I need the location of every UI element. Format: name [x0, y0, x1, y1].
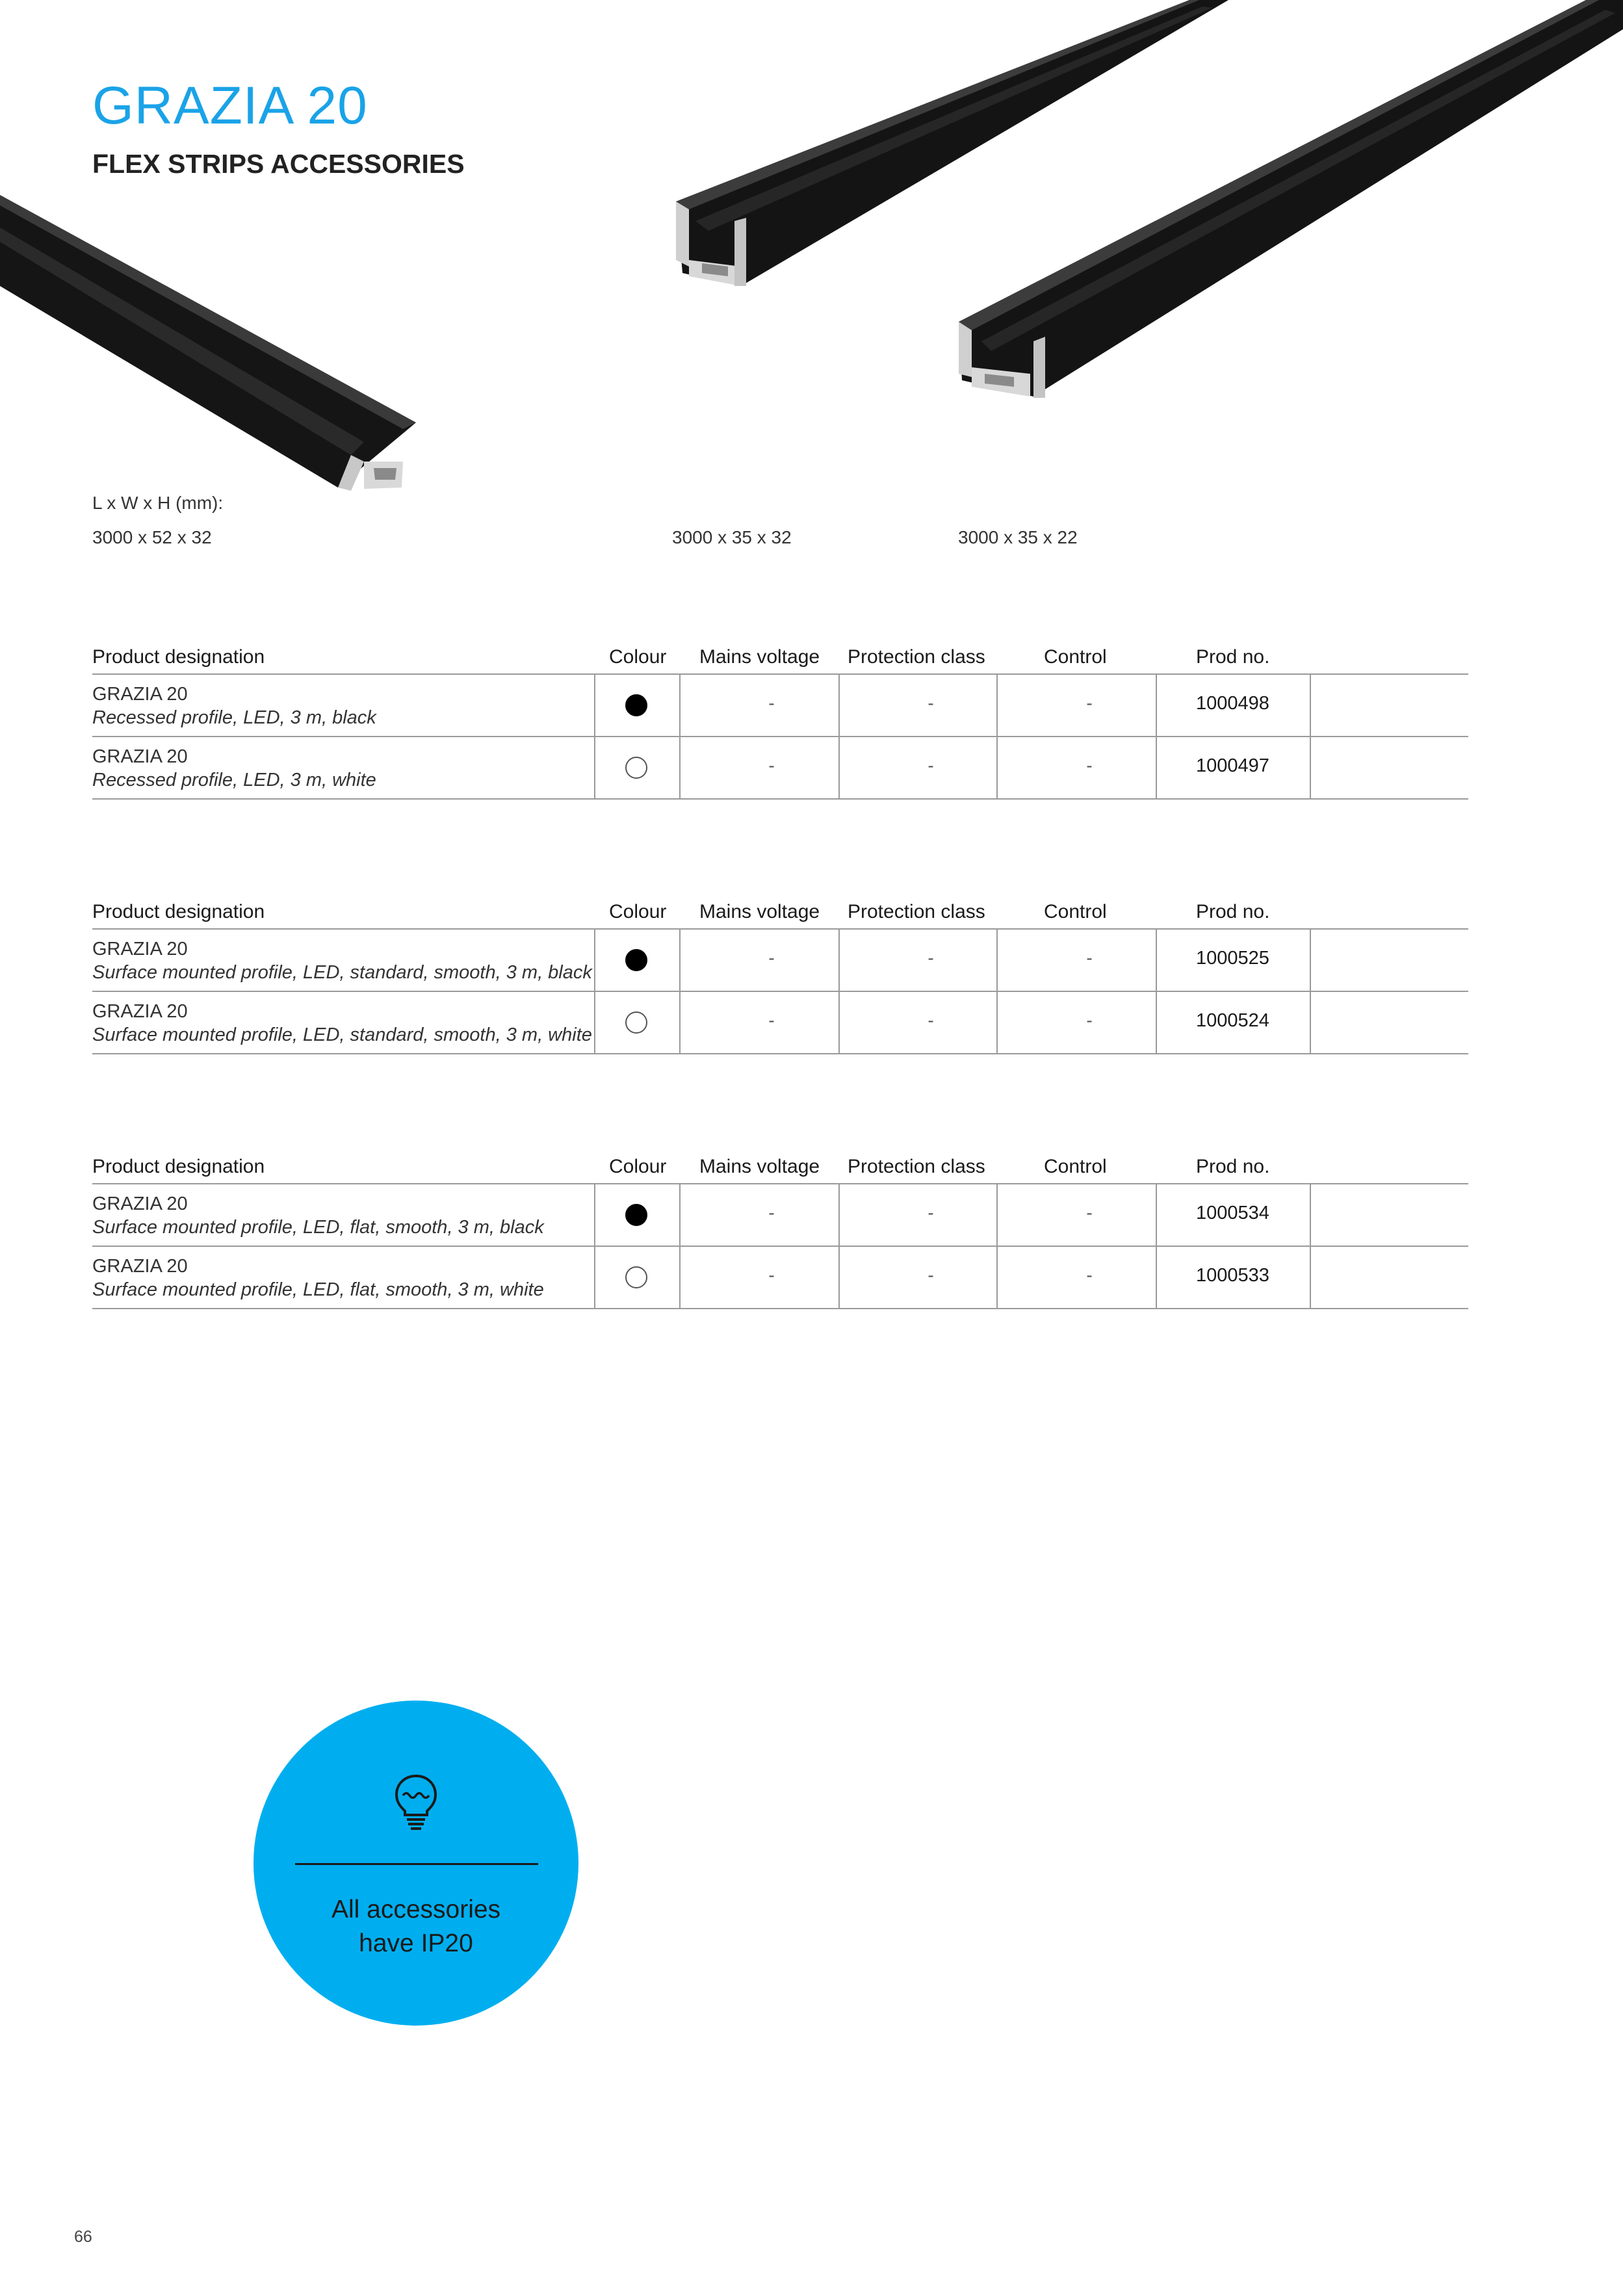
- cell-divider: [594, 1184, 595, 1246]
- ip20-badge: [253, 1701, 578, 2026]
- dimensions-recessed: 3000 x 52 x 32: [92, 527, 212, 547]
- col-control: Control: [1044, 1156, 1107, 1177]
- col-prod-no: Prod no.: [1196, 1156, 1270, 1177]
- table-header: [92, 1125, 1468, 1184]
- col-mains-voltage: Mains voltage: [699, 1156, 820, 1177]
- cell-divider: [1310, 1247, 1311, 1308]
- protection-class-value: -: [928, 1010, 934, 1030]
- mains-voltage-value: -: [768, 1265, 775, 1285]
- product-table-surface-standard: [92, 870, 1468, 1054]
- cell-divider: [1310, 992, 1311, 1053]
- colour-swatch-black: [625, 694, 647, 716]
- mains-voltage-value: -: [768, 693, 775, 713]
- product-name-cell: [92, 683, 376, 729]
- product-name: GRAZIA 20: [92, 1194, 188, 1214]
- cell-divider: [679, 675, 681, 736]
- product-description: Surface mounted profile, LED, standard, smooth, 3 m, black: [92, 962, 592, 983]
- cell-divider: [1310, 1184, 1311, 1246]
- product-table-recessed: [92, 615, 1468, 800]
- product-description: Surface mounted profile, LED, flat, smooth, 3 m, black: [92, 1217, 544, 1238]
- cell-divider: [1156, 737, 1157, 798]
- col-colour: Colour: [609, 901, 667, 922]
- page-subtitle: FLEX STRIPS ACCESSORIES: [92, 149, 465, 179]
- cell-divider: [1310, 675, 1311, 736]
- cell-divider: [838, 1184, 840, 1246]
- cell-divider: [996, 675, 998, 736]
- col-prod-no: Prod no.: [1196, 646, 1270, 668]
- col-control: Control: [1044, 901, 1107, 922]
- cell-divider: [996, 737, 998, 798]
- table-header: [92, 615, 1468, 675]
- cell-divider: [1156, 930, 1157, 991]
- colour-swatch-white: [625, 757, 647, 779]
- control-value: -: [1086, 1010, 1093, 1030]
- prod-no-value: 1000524: [1196, 1010, 1269, 1031]
- page-number: 66: [74, 2228, 92, 2246]
- product-name: GRAZIA 20: [92, 939, 188, 959]
- cell-divider: [1310, 930, 1311, 991]
- cell-divider: [594, 737, 595, 798]
- product-name-cell: [92, 1000, 592, 1047]
- badge-line-1: All accessories: [331, 1896, 501, 1924]
- cell-divider: [838, 930, 840, 991]
- prod-no-value: 1000533: [1196, 1265, 1269, 1286]
- prod-no-value: 1000498: [1196, 693, 1269, 714]
- colour-swatch-black: [625, 949, 647, 971]
- table-row: [92, 737, 1468, 800]
- cell-divider: [1156, 1247, 1157, 1308]
- product-description: Recessed profile, LED, 3 m, black: [92, 707, 376, 728]
- protection-class-value: -: [928, 948, 934, 968]
- cell-divider: [1310, 737, 1311, 798]
- mains-voltage-value: -: [768, 1203, 775, 1223]
- surface-flat-profile-image: [955, 0, 1623, 403]
- col-control: Control: [1044, 646, 1107, 668]
- control-value: -: [1086, 1265, 1093, 1285]
- cell-divider: [996, 992, 998, 1053]
- cell-divider: [838, 737, 840, 798]
- col-product-designation: Product designation: [92, 646, 265, 668]
- prod-no-value: 1000525: [1196, 948, 1269, 969]
- table-header: [92, 870, 1468, 930]
- product-name: GRAZIA 20: [92, 684, 188, 705]
- col-product-designation: Product designation: [92, 901, 265, 922]
- cell-divider: [1156, 675, 1157, 736]
- protection-class-value: -: [928, 755, 934, 776]
- mains-voltage-value: -: [768, 1010, 775, 1030]
- cell-divider: [1156, 1184, 1157, 1246]
- cell-divider: [838, 675, 840, 736]
- product-name: GRAZIA 20: [92, 1001, 188, 1022]
- dimensions-surface-standard: 3000 x 35 x 32: [672, 527, 792, 547]
- protection-class-value: -: [928, 1203, 934, 1223]
- protection-class-value: -: [928, 1265, 934, 1285]
- mains-voltage-value: -: [768, 948, 775, 968]
- cell-divider: [679, 930, 681, 991]
- colour-swatch-white: [625, 1011, 647, 1034]
- col-protection-class: Protection class: [848, 901, 985, 922]
- recessed-profile-image: [0, 182, 429, 507]
- cell-divider: [679, 737, 681, 798]
- cell-divider: [838, 992, 840, 1053]
- col-product-designation: Product designation: [92, 1156, 265, 1177]
- product-name: GRAZIA 20: [92, 1256, 188, 1277]
- protection-class-value: -: [928, 693, 934, 713]
- cell-divider: [679, 1184, 681, 1246]
- product-name-cell: [92, 1255, 544, 1301]
- product-name-cell: [92, 745, 376, 792]
- cell-divider: [679, 1247, 681, 1308]
- col-mains-voltage: Mains voltage: [699, 901, 820, 922]
- control-value: -: [1086, 693, 1093, 713]
- cell-divider: [594, 675, 595, 736]
- cell-divider: [996, 1247, 998, 1308]
- table-row: [92, 992, 1468, 1054]
- product-name-cell: [92, 937, 592, 984]
- table-row: [92, 1184, 1468, 1247]
- col-prod-no: Prod no.: [1196, 901, 1270, 922]
- table-row: [92, 1247, 1468, 1309]
- product-description: Surface mounted profile, LED, flat, smooth, 3 m, white: [92, 1279, 544, 1300]
- badge-divider: [295, 1863, 538, 1865]
- prod-no-value: 1000497: [1196, 755, 1269, 776]
- cell-divider: [594, 1247, 595, 1308]
- cell-divider: [996, 1184, 998, 1246]
- product-description: Surface mounted profile, LED, standard, smooth, 3 m, white: [92, 1024, 592, 1045]
- cell-divider: [838, 1247, 840, 1308]
- control-value: -: [1086, 755, 1093, 776]
- product-name-cell: [92, 1192, 544, 1239]
- col-protection-class: Protection class: [848, 1156, 985, 1177]
- lightbulb-icon: [394, 1773, 438, 1832]
- col-protection-class: Protection class: [848, 646, 985, 668]
- table-row: [92, 675, 1468, 737]
- cell-divider: [679, 992, 681, 1053]
- product-name: GRAZIA 20: [92, 746, 188, 767]
- colour-swatch-white: [625, 1266, 647, 1288]
- product-table-surface-flat: [92, 1125, 1468, 1309]
- cell-divider: [594, 930, 595, 991]
- prod-no-value: 1000534: [1196, 1203, 1269, 1223]
- col-mains-voltage: Mains voltage: [699, 646, 820, 668]
- cell-divider: [594, 992, 595, 1053]
- cell-divider: [1156, 992, 1157, 1053]
- table-row: [92, 930, 1468, 992]
- colour-swatch-black: [625, 1204, 647, 1226]
- dimensions-surface-flat: 3000 x 35 x 22: [958, 527, 1078, 547]
- page-title: GRAZIA 20: [92, 76, 368, 135]
- badge-text: [253, 1893, 578, 1961]
- col-colour: Colour: [609, 1156, 667, 1177]
- badge-line-2: have IP20: [359, 1929, 473, 1957]
- control-value: -: [1086, 1203, 1093, 1223]
- cell-divider: [996, 930, 998, 991]
- product-description: Recessed profile, LED, 3 m, white: [92, 770, 376, 790]
- col-colour: Colour: [609, 646, 667, 668]
- dimensions-caption: L x W x H (mm):: [92, 493, 224, 513]
- mains-voltage-value: -: [768, 755, 775, 776]
- control-value: -: [1086, 948, 1093, 968]
